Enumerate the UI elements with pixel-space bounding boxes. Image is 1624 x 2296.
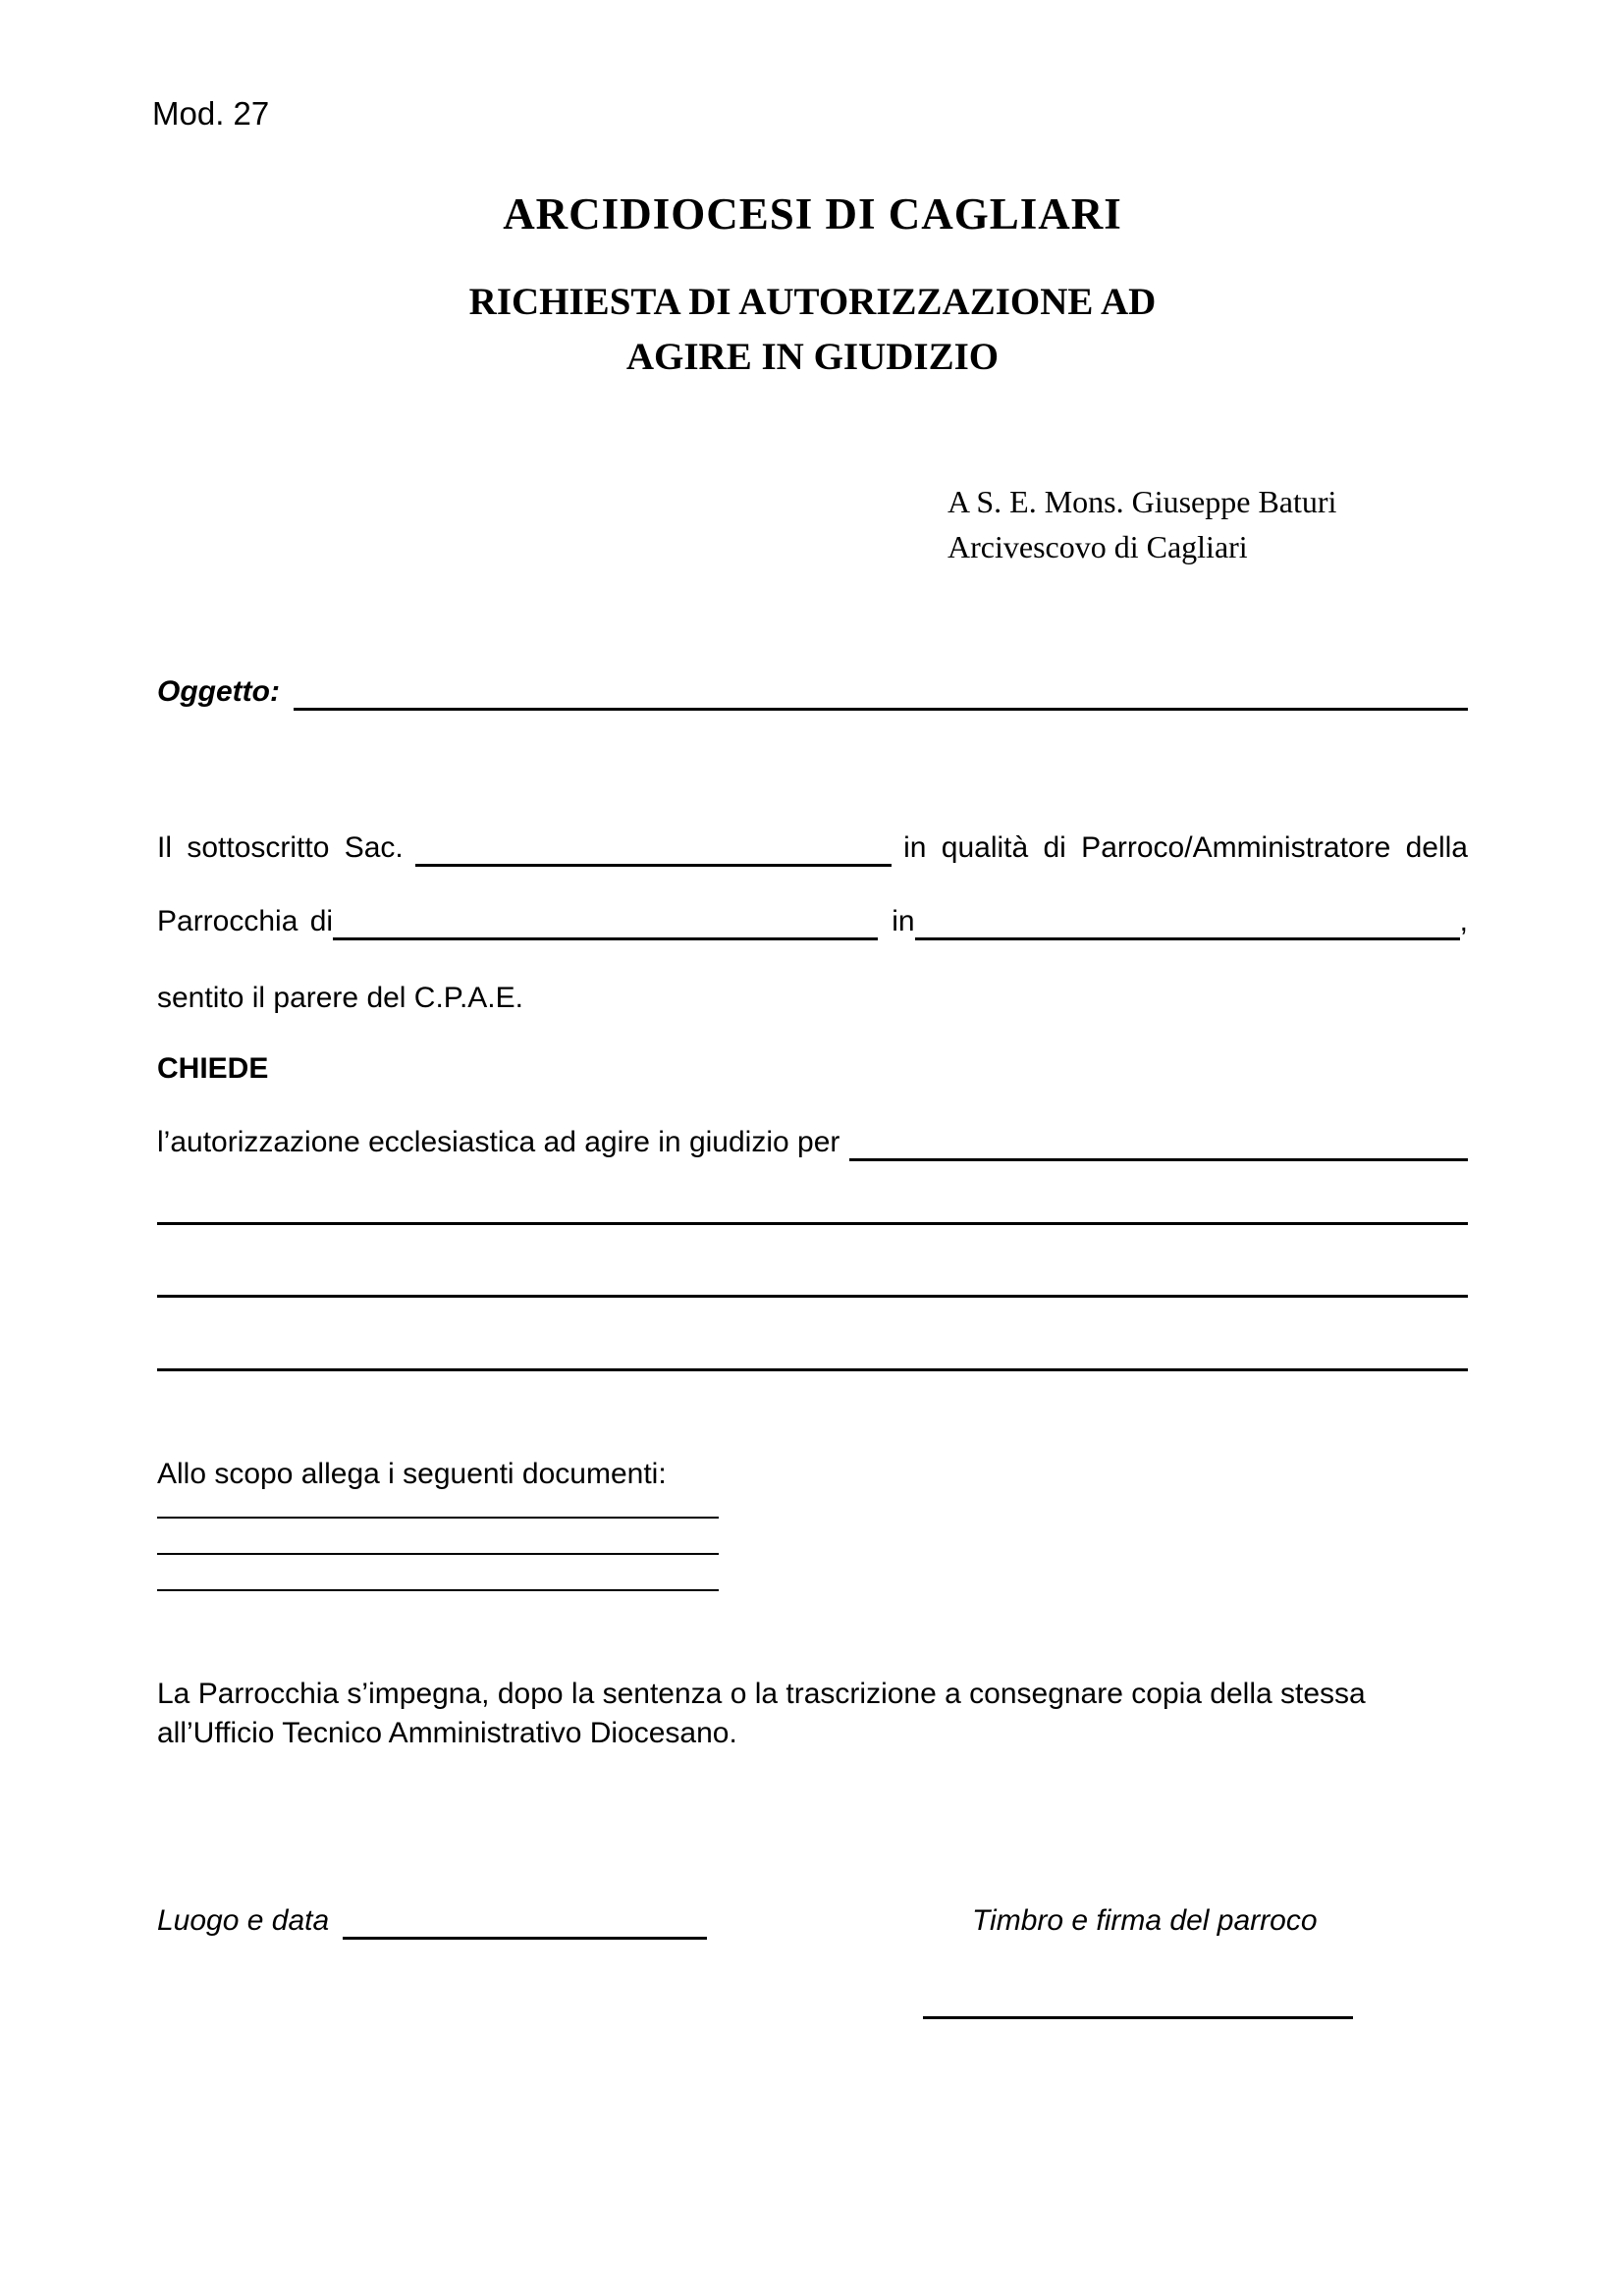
parish-pledge-paragraph: La Parrocchia s’impegna, dopo la sentenza o la trascrizione a consegnare copia della stessa all’Ufficio Tecnico Amministrativo Diocesano. (157, 1678, 1366, 1749)
subject-row (157, 673, 1468, 711)
parish-row (157, 903, 1468, 940)
attachment-blank-line-2[interactable] (157, 1553, 719, 1555)
model-number-label: Mod. 27 (152, 95, 270, 132)
parish-prefix: Parrocchia di (157, 905, 334, 937)
addressee-line-1: A S. E. Mons. Giuseppe Baturi (947, 484, 1337, 519)
subtitle-line-2: AGIRE IN GIUDIZIO (625, 336, 1000, 378)
parish-place-blank-field[interactable] (915, 903, 1460, 940)
parish-in-label: in (892, 905, 915, 937)
attachments-label: Allo scopo allega i seguenti documenti: (157, 1458, 667, 1490)
undersigned-row (157, 829, 1468, 867)
addressee-line-2: Arcivescovo di Cagliari (947, 529, 1248, 564)
parish-suffix-comma: , (1459, 905, 1468, 937)
cpae-opinion-line: sentito il parere del C.P.A.E. (157, 982, 523, 1014)
document-subtitle (157, 275, 1468, 385)
subtitle-line-1: RICHIESTA DI AUTORIZZAZIONE AD (468, 281, 1157, 323)
addressee-block (947, 479, 1336, 569)
place-date-row (157, 1902, 707, 1940)
subject-blank-field[interactable] (294, 673, 1468, 711)
place-date-blank-field[interactable] (343, 1902, 707, 1940)
authorization-prefix: l’autorizzazione ecclesiastica ad agire in giudizio per (157, 1126, 840, 1158)
stamp-signature-label: Timbro e firma del parroco (972, 1904, 1318, 1937)
authorization-row (157, 1124, 1468, 1161)
reason-blank-line-1[interactable] (157, 1222, 1468, 1225)
authorization-reason-blank-field[interactable] (849, 1124, 1468, 1161)
reason-blank-line-2[interactable] (157, 1295, 1468, 1298)
attachment-blank-line-3[interactable] (157, 1589, 719, 1591)
undersigned-suffix: in qualità di Parroco/Amministratore della (903, 831, 1468, 864)
document-title: ARCIDIOCESI DI CAGLIARI (503, 189, 1122, 239)
place-date-label: Luogo e data (157, 1904, 330, 1937)
reason-blank-line-3[interactable] (157, 1368, 1468, 1371)
undersigned-prefix: Il sottoscritto Sac. (157, 831, 404, 864)
signature-blank-line[interactable] (923, 2016, 1353, 2019)
requests-heading: CHIEDE (157, 1052, 269, 1085)
priest-name-blank-field[interactable] (415, 829, 892, 867)
subject-label: Oggetto: (157, 675, 280, 708)
attachment-blank-line-1[interactable] (157, 1517, 719, 1519)
parish-name-blank-field[interactable] (333, 903, 878, 940)
